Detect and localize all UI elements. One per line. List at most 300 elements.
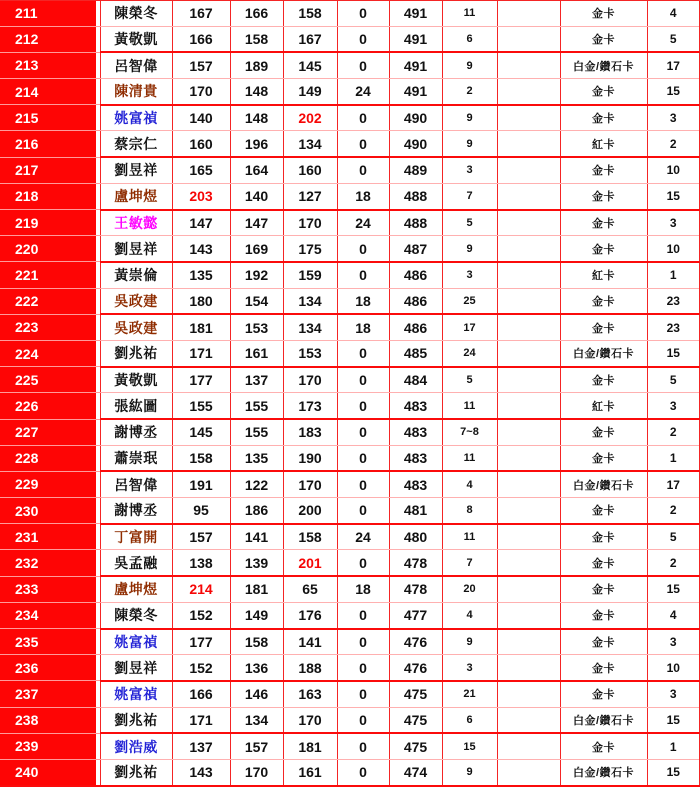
last-cell: 15 [647, 183, 700, 209]
total-cell: 483 [389, 471, 442, 497]
player-name-cell: 蕭崇珉 [100, 445, 172, 471]
card-type-cell: 白金/鑽石卡 [560, 52, 647, 78]
card-type-cell: 金卡 [560, 733, 647, 759]
bonus-cell: 0 [337, 419, 389, 445]
ranking-table-body [0, 1, 700, 786]
s2-cell: 189 [230, 52, 283, 78]
player-name-cell: 吳政建 [100, 288, 172, 314]
total-cell: 476 [389, 629, 442, 655]
s3-cell: 163 [283, 681, 337, 707]
s3-cell: 65 [283, 576, 337, 602]
bonus-cell: 0 [337, 236, 389, 262]
bonus-cell: 0 [337, 498, 389, 524]
s2-cell: 170 [230, 759, 283, 785]
card-type-cell: 白金/鑽石卡 [560, 759, 647, 785]
card-type-cell: 白金/鑽石卡 [560, 471, 647, 497]
table-row [0, 262, 700, 288]
s3-cell: 201 [283, 550, 337, 576]
player-name-cell: 劉兆祐 [100, 707, 172, 733]
s2-cell: 146 [230, 681, 283, 707]
s2-cell: 153 [230, 314, 283, 340]
count-cell: 15 [442, 733, 497, 759]
s3-cell: 170 [283, 367, 337, 393]
s1-cell: 165 [172, 157, 230, 183]
rank-cell: 229 [0, 471, 100, 497]
bonus-cell: 0 [337, 707, 389, 733]
player-name-cell: 謝博丞 [100, 419, 172, 445]
rank-cell: 220 [0, 236, 100, 262]
s1-cell: 180 [172, 288, 230, 314]
s3-cell: 159 [283, 262, 337, 288]
total-cell: 483 [389, 419, 442, 445]
player-name-cell: 姚富禎 [100, 629, 172, 655]
count-cell: 4 [442, 471, 497, 497]
card-type-cell: 金卡 [560, 157, 647, 183]
s3-cell: 134 [283, 131, 337, 157]
s2-cell: 148 [230, 105, 283, 131]
total-cell: 488 [389, 183, 442, 209]
card-type-cell: 白金/鑽石卡 [560, 707, 647, 733]
count-cell: 8 [442, 498, 497, 524]
rank-cell: 226 [0, 393, 100, 419]
empty-cell [497, 576, 560, 602]
last-cell: 15 [647, 79, 700, 105]
s1-cell: 158 [172, 445, 230, 471]
empty-cell [497, 288, 560, 314]
bonus-cell: 0 [337, 26, 389, 52]
bonus-cell: 0 [337, 681, 389, 707]
bonus-cell: 0 [337, 157, 389, 183]
table-row [0, 183, 700, 209]
s2-cell: 155 [230, 419, 283, 445]
card-type-cell: 金卡 [560, 629, 647, 655]
player-name-cell: 姚富禎 [100, 105, 172, 131]
s2-cell: 155 [230, 393, 283, 419]
s3-cell: 167 [283, 26, 337, 52]
card-type-cell: 金卡 [560, 236, 647, 262]
player-name-cell: 劉兆祐 [100, 759, 172, 785]
rank-cell: 234 [0, 602, 100, 628]
total-cell: 490 [389, 131, 442, 157]
s1-cell: 181 [172, 314, 230, 340]
empty-cell [497, 105, 560, 131]
count-cell: 4 [442, 602, 497, 628]
s3-cell: 149 [283, 79, 337, 105]
empty-cell [497, 26, 560, 52]
table-row [0, 550, 700, 576]
s2-cell: 122 [230, 471, 283, 497]
s2-cell: 158 [230, 26, 283, 52]
last-cell: 3 [647, 681, 700, 707]
bonus-cell: 18 [337, 576, 389, 602]
rank-cell: 212 [0, 26, 100, 52]
s2-cell: 158 [230, 629, 283, 655]
table-row [0, 393, 700, 419]
total-cell: 486 [389, 262, 442, 288]
s1-cell: 157 [172, 52, 230, 78]
count-cell: 24 [442, 340, 497, 366]
empty-cell [497, 314, 560, 340]
player-name-cell: 盧坤煜 [100, 183, 172, 209]
empty-cell [497, 183, 560, 209]
table-row [0, 629, 700, 655]
last-cell: 15 [647, 759, 700, 785]
rank-cell: 219 [0, 210, 100, 236]
rank-cell: 224 [0, 340, 100, 366]
rank-cell: 235 [0, 629, 100, 655]
card-type-cell: 金卡 [560, 498, 647, 524]
table-row [0, 681, 700, 707]
total-cell: 486 [389, 314, 442, 340]
card-type-cell: 紅卡 [560, 262, 647, 288]
table-row [0, 498, 700, 524]
s3-cell: 190 [283, 445, 337, 471]
player-name-cell: 陳榮冬 [100, 1, 172, 27]
count-cell: 9 [442, 759, 497, 785]
rank-cell: 214 [0, 79, 100, 105]
rank-cell: 225 [0, 367, 100, 393]
total-cell: 491 [389, 79, 442, 105]
bonus-cell: 0 [337, 131, 389, 157]
empty-cell [497, 262, 560, 288]
table-row [0, 602, 700, 628]
empty-cell [497, 236, 560, 262]
last-cell: 2 [647, 131, 700, 157]
count-cell: 7 [442, 183, 497, 209]
s3-cell: 200 [283, 498, 337, 524]
bonus-cell: 0 [337, 655, 389, 681]
s1-cell: 143 [172, 236, 230, 262]
count-cell: 11 [442, 524, 497, 550]
total-cell: 489 [389, 157, 442, 183]
last-cell: 5 [647, 26, 700, 52]
s3-cell: 181 [283, 733, 337, 759]
s2-cell: 169 [230, 236, 283, 262]
s2-cell: 149 [230, 602, 283, 628]
player-name-cell: 劉浩威 [100, 733, 172, 759]
s3-cell: 160 [283, 157, 337, 183]
empty-cell [497, 79, 560, 105]
empty-cell [497, 52, 560, 78]
bonus-cell: 24 [337, 79, 389, 105]
s2-cell: 181 [230, 576, 283, 602]
total-cell: 478 [389, 576, 442, 602]
total-cell: 481 [389, 498, 442, 524]
player-name-cell: 張紘圖 [100, 393, 172, 419]
s2-cell: 166 [230, 1, 283, 27]
count-cell: 25 [442, 288, 497, 314]
empty-cell [497, 602, 560, 628]
rank-cell: 237 [0, 681, 100, 707]
s3-cell: 153 [283, 340, 337, 366]
bonus-cell: 18 [337, 314, 389, 340]
total-cell: 474 [389, 759, 442, 785]
count-cell: 11 [442, 1, 497, 27]
table-row [0, 733, 700, 759]
s1-cell: 137 [172, 733, 230, 759]
total-cell: 485 [389, 340, 442, 366]
table-row [0, 26, 700, 52]
s2-cell: 164 [230, 157, 283, 183]
total-cell: 483 [389, 445, 442, 471]
table-row [0, 471, 700, 497]
count-cell: 9 [442, 236, 497, 262]
card-type-cell: 金卡 [560, 105, 647, 131]
s1-cell: 155 [172, 393, 230, 419]
empty-cell [497, 498, 560, 524]
count-cell: 3 [442, 262, 497, 288]
player-name-cell: 呂智偉 [100, 52, 172, 78]
player-name-cell: 劉昱祥 [100, 655, 172, 681]
last-cell: 3 [647, 629, 700, 655]
last-cell: 3 [647, 393, 700, 419]
total-cell: 475 [389, 707, 442, 733]
rank-cell: 215 [0, 105, 100, 131]
last-cell: 5 [647, 524, 700, 550]
player-name-cell: 陳清貴 [100, 79, 172, 105]
s2-cell: 192 [230, 262, 283, 288]
empty-cell [497, 210, 560, 236]
s3-cell: 175 [283, 236, 337, 262]
table-row [0, 1, 700, 27]
last-cell: 1 [647, 733, 700, 759]
empty-cell [497, 733, 560, 759]
s3-cell: 158 [283, 524, 337, 550]
count-cell: 7 [442, 550, 497, 576]
table-row [0, 367, 700, 393]
last-cell: 17 [647, 471, 700, 497]
card-type-cell: 金卡 [560, 367, 647, 393]
card-type-cell: 金卡 [560, 1, 647, 27]
s3-cell: 173 [283, 393, 337, 419]
s1-cell: 138 [172, 550, 230, 576]
s3-cell: 161 [283, 759, 337, 785]
card-type-cell: 金卡 [560, 576, 647, 602]
last-cell: 3 [647, 210, 700, 236]
empty-cell [497, 550, 560, 576]
s3-cell: 202 [283, 105, 337, 131]
total-cell: 483 [389, 393, 442, 419]
count-cell: 6 [442, 707, 497, 733]
player-name-cell: 姚富禎 [100, 681, 172, 707]
s2-cell: 135 [230, 445, 283, 471]
rank-cell: 217 [0, 157, 100, 183]
rank-cell: 218 [0, 183, 100, 209]
s3-cell: 170 [283, 707, 337, 733]
s1-cell: 143 [172, 759, 230, 785]
s3-cell: 170 [283, 471, 337, 497]
s1-cell: 160 [172, 131, 230, 157]
count-cell: 9 [442, 629, 497, 655]
empty-cell [497, 157, 560, 183]
table-row [0, 157, 700, 183]
s3-cell: 158 [283, 1, 337, 27]
rank-cell: 222 [0, 288, 100, 314]
card-type-cell: 金卡 [560, 288, 647, 314]
s2-cell: 140 [230, 183, 283, 209]
table-row [0, 79, 700, 105]
count-cell: 3 [442, 157, 497, 183]
bonus-cell: 0 [337, 445, 389, 471]
bonus-cell: 0 [337, 550, 389, 576]
table-row [0, 419, 700, 445]
total-cell: 488 [389, 210, 442, 236]
count-cell: 21 [442, 681, 497, 707]
empty-cell [497, 131, 560, 157]
s3-cell: 176 [283, 602, 337, 628]
count-cell: 7~8 [442, 419, 497, 445]
s3-cell: 145 [283, 52, 337, 78]
last-cell: 15 [647, 707, 700, 733]
card-type-cell: 紅卡 [560, 131, 647, 157]
table-row [0, 210, 700, 236]
total-cell: 476 [389, 655, 442, 681]
rank-cell: 230 [0, 498, 100, 524]
player-name-cell: 盧坤煜 [100, 576, 172, 602]
empty-cell [497, 681, 560, 707]
s3-cell: 141 [283, 629, 337, 655]
s3-cell: 127 [283, 183, 337, 209]
card-type-cell: 金卡 [560, 26, 647, 52]
bonus-cell: 18 [337, 183, 389, 209]
card-type-cell: 白金/鑽石卡 [560, 340, 647, 366]
count-cell: 17 [442, 314, 497, 340]
s3-cell: 134 [283, 288, 337, 314]
rank-cell: 223 [0, 314, 100, 340]
last-cell: 2 [647, 498, 700, 524]
s2-cell: 137 [230, 367, 283, 393]
card-type-cell: 金卡 [560, 655, 647, 681]
table-row [0, 707, 700, 733]
rank-cell: 238 [0, 707, 100, 733]
empty-cell [497, 471, 560, 497]
total-cell: 487 [389, 236, 442, 262]
bonus-cell: 0 [337, 759, 389, 785]
empty-cell [497, 655, 560, 681]
s3-cell: 134 [283, 314, 337, 340]
player-name-cell: 劉昱祥 [100, 236, 172, 262]
s1-cell: 95 [172, 498, 230, 524]
empty-cell [497, 524, 560, 550]
total-cell: 491 [389, 52, 442, 78]
total-cell: 491 [389, 26, 442, 52]
s1-cell: 170 [172, 79, 230, 105]
total-cell: 480 [389, 524, 442, 550]
total-cell: 491 [389, 1, 442, 27]
s2-cell: 154 [230, 288, 283, 314]
player-name-cell: 黃敬凱 [100, 367, 172, 393]
count-cell: 11 [442, 445, 497, 471]
empty-cell [497, 419, 560, 445]
s1-cell: 147 [172, 210, 230, 236]
count-cell: 3 [442, 655, 497, 681]
count-cell: 5 [442, 210, 497, 236]
bonus-cell: 0 [337, 52, 389, 78]
last-cell: 10 [647, 655, 700, 681]
table-row [0, 52, 700, 78]
rank-cell: 221 [0, 262, 100, 288]
total-cell: 490 [389, 105, 442, 131]
table-row [0, 759, 700, 785]
total-cell: 484 [389, 367, 442, 393]
last-cell: 10 [647, 236, 700, 262]
s1-cell: 214 [172, 576, 230, 602]
bonus-cell: 0 [337, 1, 389, 27]
bonus-cell: 0 [337, 367, 389, 393]
s2-cell: 186 [230, 498, 283, 524]
card-type-cell: 金卡 [560, 445, 647, 471]
empty-cell [497, 759, 560, 785]
s1-cell: 171 [172, 707, 230, 733]
s1-cell: 152 [172, 655, 230, 681]
bonus-cell: 0 [337, 629, 389, 655]
count-cell: 6 [442, 26, 497, 52]
count-cell: 9 [442, 105, 497, 131]
card-type-cell: 金卡 [560, 550, 647, 576]
empty-cell [497, 393, 560, 419]
card-type-cell: 金卡 [560, 210, 647, 236]
empty-cell [497, 1, 560, 27]
s3-cell: 170 [283, 210, 337, 236]
bonus-cell: 24 [337, 524, 389, 550]
rank-cell: 232 [0, 550, 100, 576]
total-cell: 475 [389, 733, 442, 759]
total-cell: 486 [389, 288, 442, 314]
count-cell: 2 [442, 79, 497, 105]
total-cell: 477 [389, 602, 442, 628]
bonus-cell: 18 [337, 288, 389, 314]
bonus-cell: 0 [337, 262, 389, 288]
table-row [0, 105, 700, 131]
rank-cell: 227 [0, 419, 100, 445]
player-name-cell: 蔡宗仁 [100, 131, 172, 157]
table-row [0, 131, 700, 157]
player-name-cell: 劉兆祐 [100, 340, 172, 366]
empty-cell [497, 629, 560, 655]
table-row [0, 524, 700, 550]
player-name-cell: 呂智偉 [100, 471, 172, 497]
s1-cell: 171 [172, 340, 230, 366]
last-cell: 17 [647, 52, 700, 78]
count-cell: 20 [442, 576, 497, 602]
s1-cell: 191 [172, 471, 230, 497]
last-cell: 3 [647, 105, 700, 131]
s1-cell: 157 [172, 524, 230, 550]
player-name-cell: 陳榮冬 [100, 602, 172, 628]
s2-cell: 139 [230, 550, 283, 576]
last-cell: 1 [647, 445, 700, 471]
empty-cell [497, 445, 560, 471]
bonus-cell: 0 [337, 602, 389, 628]
s2-cell: 141 [230, 524, 283, 550]
s2-cell: 196 [230, 131, 283, 157]
count-cell: 11 [442, 393, 497, 419]
last-cell: 23 [647, 288, 700, 314]
s1-cell: 177 [172, 629, 230, 655]
bonus-cell: 0 [337, 471, 389, 497]
count-cell: 9 [442, 52, 497, 78]
last-cell: 5 [647, 367, 700, 393]
table-row [0, 314, 700, 340]
player-name-cell: 吳孟融 [100, 550, 172, 576]
rank-cell: 213 [0, 52, 100, 78]
player-name-cell: 吳政建 [100, 314, 172, 340]
s2-cell: 148 [230, 79, 283, 105]
last-cell: 4 [647, 1, 700, 27]
s1-cell: 145 [172, 419, 230, 445]
rank-cell: 240 [0, 759, 100, 785]
table-row [0, 445, 700, 471]
